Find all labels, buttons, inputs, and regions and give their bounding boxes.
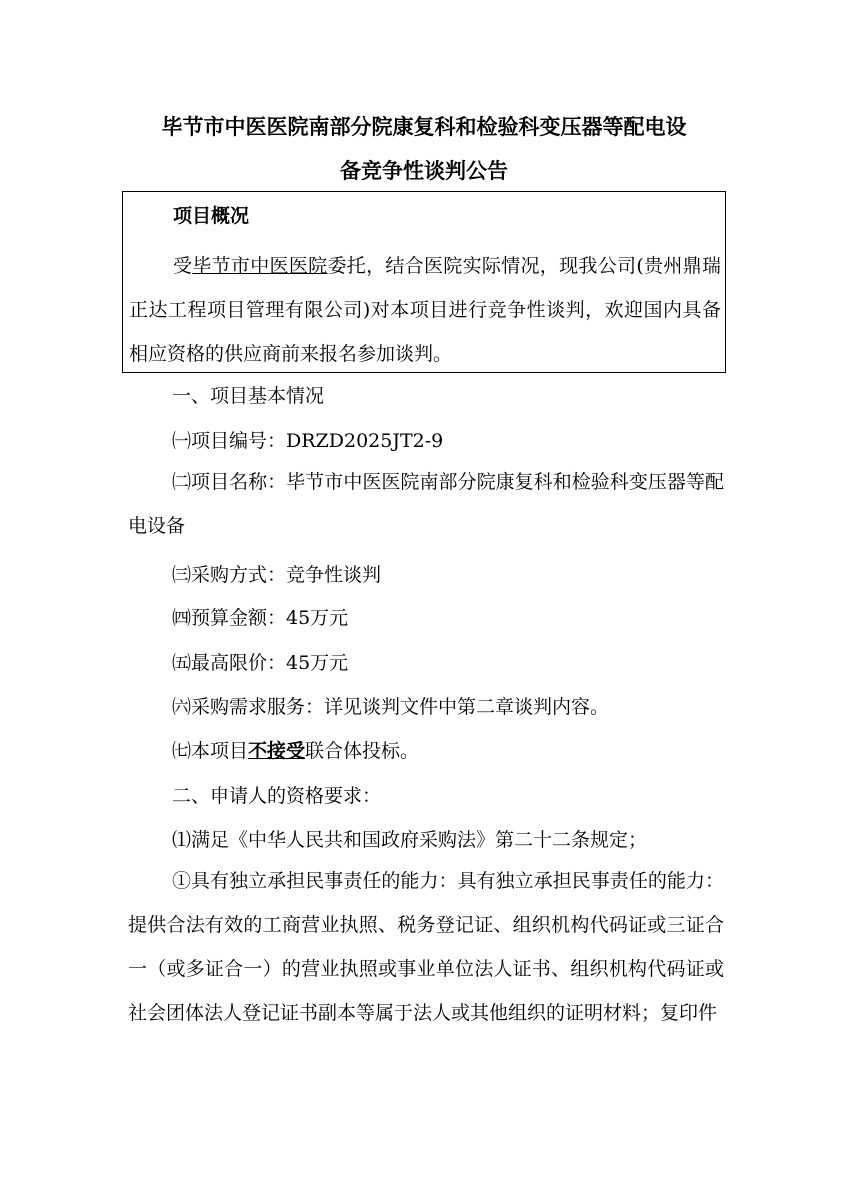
purchase-method: ㈢采购方式：竞争性谈判 [172, 564, 382, 586]
budget-amount: ㈣预算金额：45万元 [172, 607, 349, 629]
purchase-service: ㈥采购需求服务：详见谈判文件中第二章谈判内容。 [172, 696, 610, 718]
max-price: ㈤最高限价：45万元 [172, 652, 349, 674]
consortium-emphasis: 不接受 [248, 740, 306, 762]
overview-text-prefix: 受 [173, 255, 193, 277]
consortium-note [128, 738, 724, 764]
consortium-suffix: 联合体投标。 [305, 740, 420, 762]
overview-text-suffix: 委托，结合医院实际情况，现我公司(贵州鼎瑞正达工程项目管理有限公司)对本项目进行竞争性谈判，欢迎国内具备相应资格的供应商前来报名参加谈判。 [129, 255, 721, 365]
project-number: ㈠项目编号：DRZD2025JT2-9 [172, 430, 444, 452]
qualification-item-1: ⑴满足《中华人民共和国政府采购法》第二十二条规定； [172, 829, 648, 851]
document-title-line-2: 备竞争性谈判公告 [340, 159, 508, 183]
section-2-heading: 二、申请人的资格要求： [172, 785, 382, 807]
overview-heading: 项目概况 [173, 205, 250, 227]
section-1-heading: 一、项目基本情况 [172, 385, 325, 407]
project-name: ㈡项目名称：毕节市中医医院南部分院康复科和检验科变压器等配电设备 [128, 471, 724, 537]
overview-paragraph [129, 244, 721, 376]
project-overview-box [122, 191, 726, 373]
qualification-item-1-detail: ①具有独立承担民事责任的能力：具有独立承担民事责任的能力：提供合法有效的工商营业执照、税务登记证、组织机构代码证或三证合一（或多证合一）的营业执照或事业单位法人证书、组织机构代码证或社会团体法人登记证书副本等属于法人或其他组织的证明材料；复印件 [128, 870, 724, 1024]
overview-client-name: 毕节市中医医院 [192, 255, 328, 277]
consortium-prefix: ㈦本项目 [172, 740, 249, 762]
document-title-line-1: 毕节市中医医院南部分院康复科和检验科变压器等配电设 [161, 115, 687, 139]
